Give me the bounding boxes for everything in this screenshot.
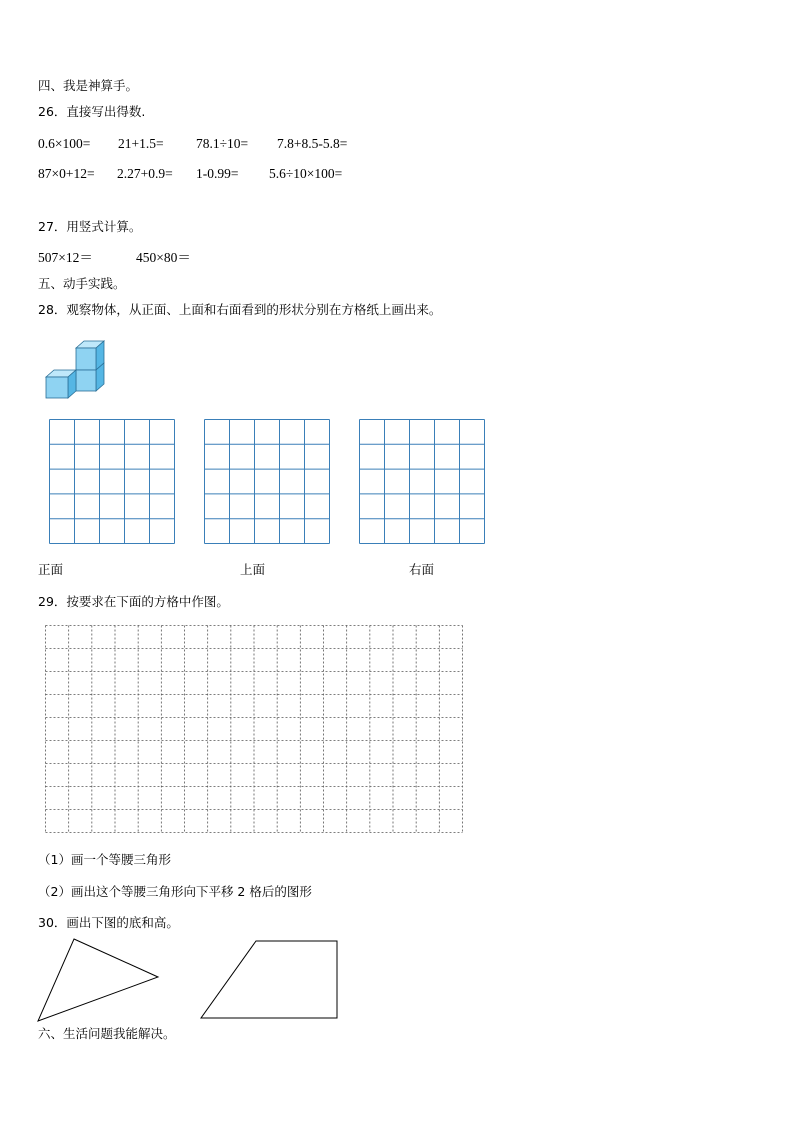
calc-item: 1-0.99=	[196, 166, 239, 181]
section-6-title: 六、生活问题我能解决。	[38, 1026, 176, 1041]
right-view-label: 右面	[409, 562, 435, 577]
task-1: （1）画一个等腰三角形	[38, 852, 171, 867]
question-29-label: 29．按要求在下面的方格中作图。	[38, 594, 229, 609]
front-view-label: 正面	[38, 562, 64, 577]
calc-item: 7.8+8.5-5.8=	[277, 136, 348, 151]
triangle-figure[interactable]	[36, 937, 160, 1023]
calc-item: 87×0+12=	[38, 166, 95, 181]
calc-item: 0.6×100=	[38, 136, 91, 151]
section-4-title: 四、我是神算手。	[38, 78, 139, 93]
top-view-grid[interactable]	[204, 419, 330, 544]
question-27-label: 27．用竖式计算。	[38, 219, 142, 234]
right-view-grid[interactable]	[359, 419, 485, 544]
question-26-label: 26．直接写出得数.	[38, 104, 146, 119]
dashed-drawing-grid[interactable]	[45, 625, 463, 833]
section-5-title: 五、动手实践。	[38, 276, 126, 291]
top-view-label: 上面	[240, 562, 266, 577]
task-2: （2）画出这个等腰三角形向下平移 2 格后的图形	[38, 884, 312, 899]
vertical-calc-item: 507×12＝	[38, 250, 93, 265]
calc-item: 2.27+0.9=	[117, 166, 173, 181]
question-28-label: 28．观察物体，从正面、上面和右面看到的形状分别在方格纸上画出来。	[38, 302, 442, 317]
vertical-calc-item: 450×80＝	[136, 250, 191, 265]
question-30-label: 30．画出下图的底和高。	[38, 915, 179, 930]
cube-figure	[44, 338, 108, 402]
calc-item: 5.6÷10×100=	[269, 166, 343, 181]
front-view-grid[interactable]	[49, 419, 175, 544]
calc-item: 21+1.5=	[118, 136, 164, 151]
calc-item: 78.1÷10=	[196, 136, 249, 151]
trapezoid-figure[interactable]	[199, 939, 339, 1021]
